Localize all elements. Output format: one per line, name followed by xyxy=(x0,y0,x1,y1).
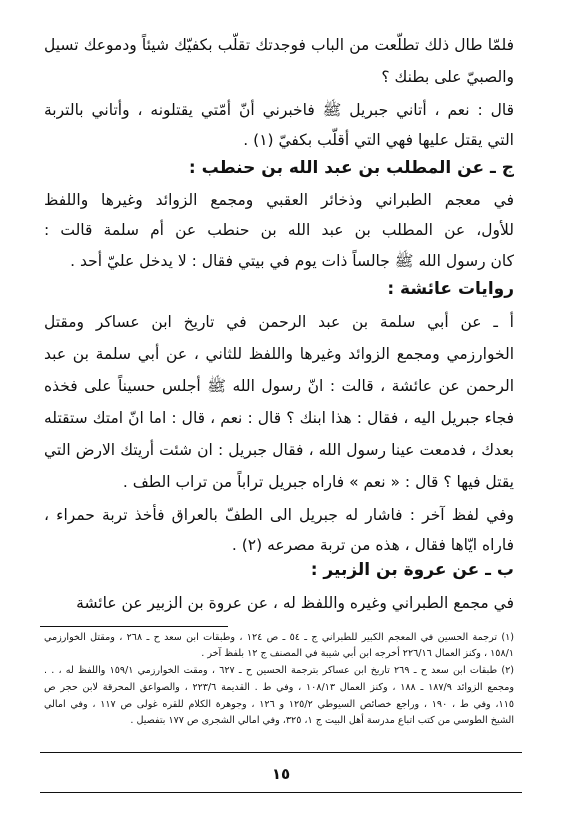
section-b-line-1: في مجمع الطبراني وغيره واللفظ له ، عن عروة بن الزبير عن عائشة xyxy=(76,594,514,612)
aisha-line-3: الرحمن عن عائشة ، قالت : انّ رسول الله ﷺ أجلس حسيناً على فخذه xyxy=(44,377,514,395)
aisha-line-5: بعدك ، فدمعت عينا رسول الله ، فقال جبريل : ان شئت أريتك الارض التي xyxy=(44,441,514,459)
body-line-1: فلمّا طال ذلك تطلّعت من الباب فوجدتك تقلّب بكفيّك شيئاً ودموعك تسيل xyxy=(44,36,514,54)
aisha-line-4: فجاء جبريل اليه ، فقال : هذا ابنك ؟ قال : نعم ، قال : اما انّ امتك ستقتله xyxy=(44,409,514,427)
section-heading-b: ب ـ عن عروة بن الزبير : xyxy=(310,560,514,580)
bottom-rule-top xyxy=(40,752,522,753)
body-line-3: قال : نعم ، أتاني جبريل ﷺ فاخبرني أنّ أمّتي يقتلونه ، وأتاني بالتربة xyxy=(44,101,514,119)
footnote-line-5: ١١٥، وفي ط ، ١٩٠ ، وراجع خصائص السيوطي ١٢٥/٢ و ١٢٦ ، وجوهرة الكلام للقره غولى ص ١١٧ ، وفي امالي xyxy=(44,699,514,710)
aisha-line-6: يقتل فيها ؟ قال : « نعم » فاراه جبريل تراباً من تراب الطف . xyxy=(122,473,514,491)
aisha-line-1: أ ـ عن أبي سلمة بن عبد الرحمن في تاريخ ابن عساكر ومقتل xyxy=(44,313,514,331)
aisha-line-8: فاراه ايّاها فقال ، هذه من تربة مصرعه (٢) . xyxy=(231,536,514,554)
body-line-2: والصبيّ على بطنك ؟ xyxy=(381,68,514,86)
section-c-line-1: في معجم الطبراني وذخائر العقبي ومجمع الزوائد وغيرها واللفظ xyxy=(44,191,514,209)
bottom-rule-bottom xyxy=(40,792,522,793)
section-c-line-3: كان رسول الله ﷺ جالساً ذات يوم في بيتي فقال : لا يدخل عليّ أحد . xyxy=(70,252,514,270)
footnote-line-1: (١) ترجمة الحسين في المعجم الكبير للطبراني ج ـ ٥٤ ـ ص ١٢٤ ، وطبقات ابن سعد ح ـ ٢٦٨ ، ومقتل الخوارزمي xyxy=(44,632,514,643)
footnote-divider xyxy=(40,626,228,627)
footnote-line-2: ١٥٨/١ ، وكنز العمال ٢٢٦/١٦ أخرجه ابن أبي شيبة في المصنف ج ١٢ بلفظ آخر . xyxy=(201,648,514,659)
page-number: ١٥ xyxy=(271,765,291,783)
body-line-4: التي يقتل عليها فهي التي أقلّب بكفيّ (١) . xyxy=(243,131,514,149)
aisha-line-7: وفي لفظ آخر : فاشار له جبريل الى الطفّ بالعراق فأخذ تربة حمراء ، xyxy=(44,506,514,524)
footnote-line-3: (٢) طبقات ابن سعد ح ـ ٢٦٩ تاريخ ابن عساكر بترجمة الحسين ح ـ ٦٢٧ ، ومقت الخوارزمي ١٥٩/١ واللفظ له ، . . xyxy=(44,665,514,676)
section-heading-aisha: روايات عائشة : xyxy=(387,279,514,299)
section-heading-c: ج ـ عن المطلب بن عبد الله بن حنطب : xyxy=(188,158,514,178)
footnote-line-6: الشيخ الطوسي من كتب اتباع مدرسة أهل البيت ج ١، ٣٢٥، وفي امالي الشجرى ص ١٧٧ بتفصيل . xyxy=(130,715,514,726)
footnote-line-4: ومجمع الزوائد ١٨٧/٩ ـ ١٨٨ ، وكنز العمال ١٠٨/١٣ ، وفي ط . القديمة ٢٢٣/٦ ، والصواعق المحرقة لابن حجر ص xyxy=(44,682,514,693)
section-c-line-2: للأول، عن المطلب بن عبد الله بن حنطب عن أم سلمة قالت : xyxy=(44,221,514,239)
aisha-line-2: الخوارزمي ومجمع الزوائد وغيرها واللفظ للثاني ، عن أبي سلمة بن عبد xyxy=(44,345,514,363)
